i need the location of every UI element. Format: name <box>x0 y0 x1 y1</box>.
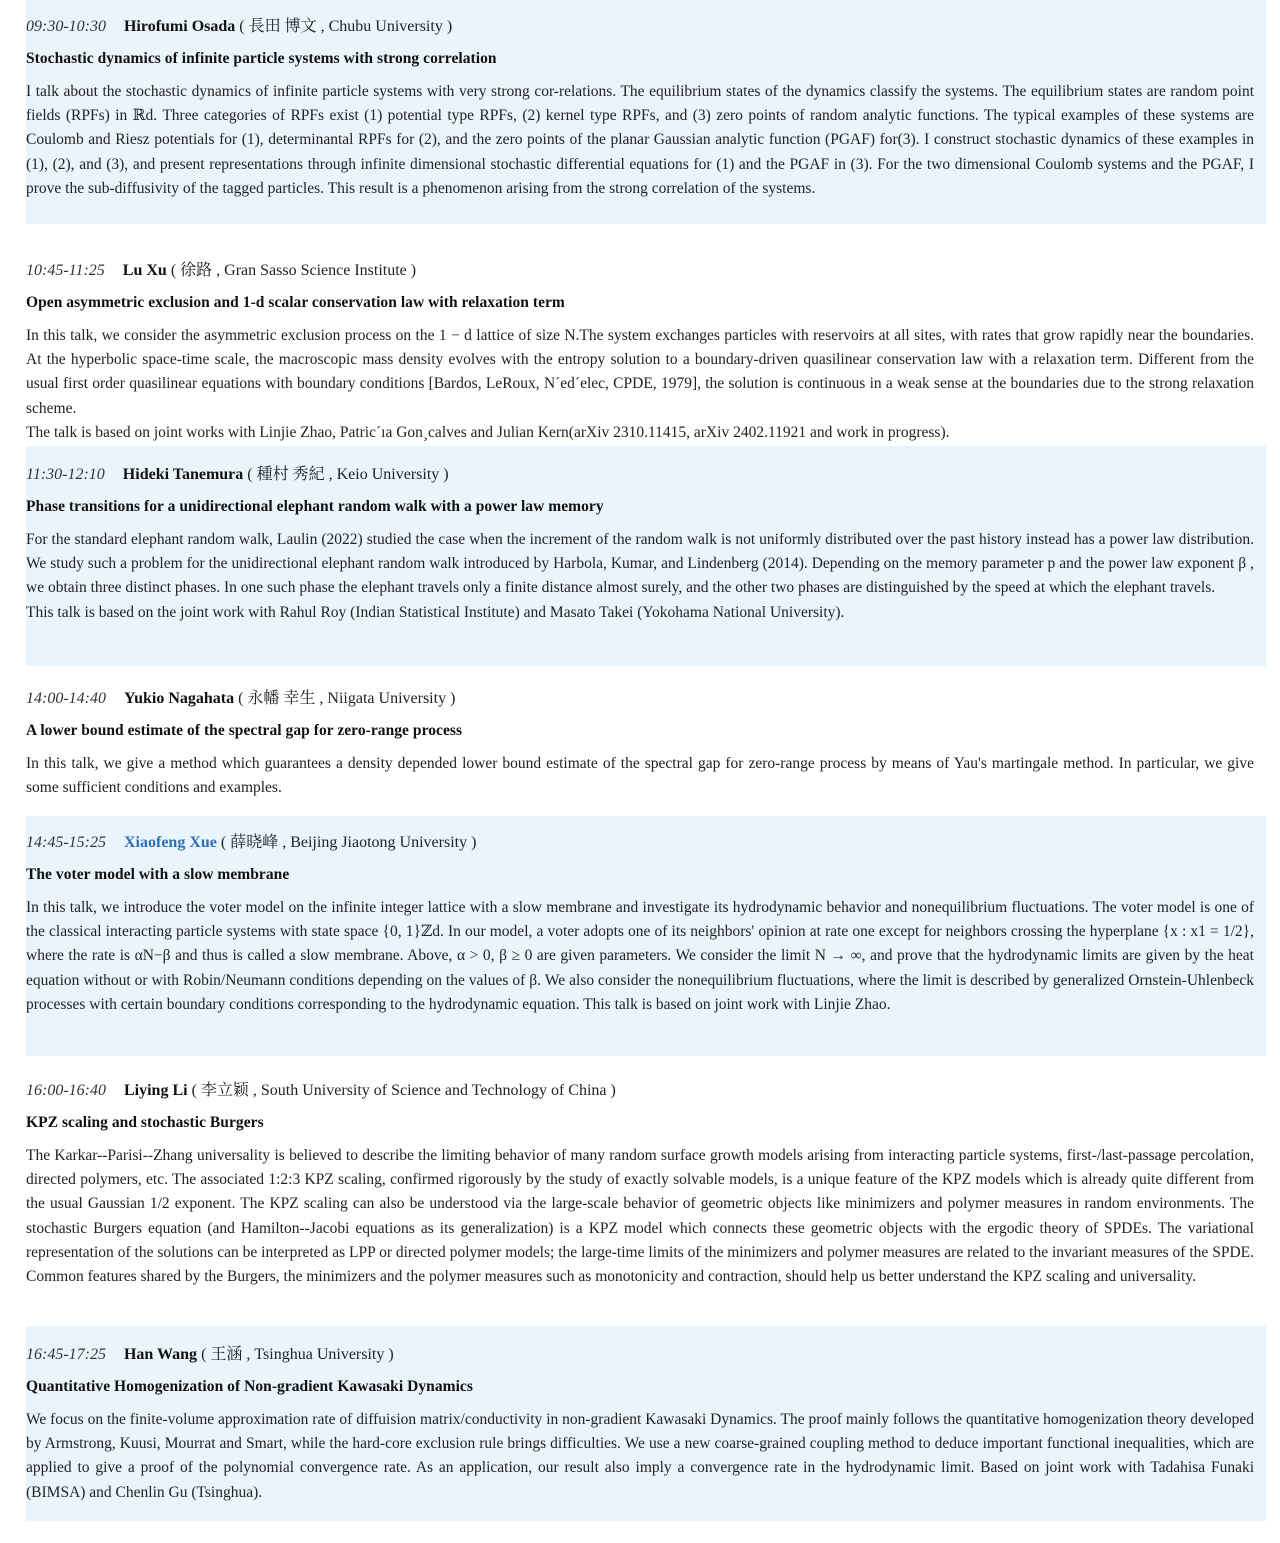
talk-header <box>26 16 1254 38</box>
talk-note: This talk is based on the joint work with Rahul Roy (Indian Statistical Institute) and Masato Takei (Yokohama National University). <box>26 603 845 621</box>
talk-time: 10:45-11:25 <box>26 262 105 279</box>
speaker-affiliation: ( 薛晓峰 , Beijing Jiaotong University ) <box>220 834 477 851</box>
talk-abstract: I talk about the stochastic dynamics of infinite particle systems with very strong cor-relations. The equilibrium states of the dynamics classify the systems. The equilibrium states are random point fields (RPFs) in ℝd. Three categories of RPFs exist (1) potential type RPFs, (2) kernel type RPFs, and (3) zero points of random analytic functions. The typical examples of these systems are Coulomb and Riesz potentials for (1), determinantal RPFs for (2), and the zero points of the planar Gaussian analytic function (PGAF) for(3). I construct stochastic dynamics of these examples in (1), (2), and (3), and present representations through infinite dimensional stochastic differential equations for (1) and the PGAF in (3). For the two dimensional Coulomb systems and the PGAF, I prove the sub-diffusivity of the tagged particles. This result is a phenomenon arising from the strong correlation of the systems. <box>26 83 1254 197</box>
talk-abstract: In this talk, we consider the asymmetric exclusion process on the 1 − d lattice of size N.The system exchanges particles with reservoirs at all sites, with rates that grow rapidly near the boundaries. At the hyperbolic space-time scale, the macroscopic mass density evolves with the entropy solution to a boundary-driven quasilinear conservation law with a relaxation term. Different from the usual first order quasilinear equations with boundary conditions [Bardos, LeRoux, N´ed´elec, CPDE, 1979], the solution is continuous in a weak sense at the boundaries due to the strong relaxation scheme. <box>26 327 1254 417</box>
talk-title: Stochastic dynamics of infinite particle systems with strong correlation <box>26 50 497 67</box>
talk-abstract: For the standard elephant random walk, Laulin (2022) studied the case when the increment of the random walk is not uniformly distributed over the past history instead has a power law distribution. We study such a problem for the unidirectional elephant random walk introduced by Harbola, Kumar, and Lindenberg (2014). Depending on the memory parameter p and the power law exponent β , we obtain three distinct phases. In one such phase the elephant travels only a finite distance almost surely, and the other two phases are distinguished by the speed at which the elephant travels. <box>26 531 1254 597</box>
speaker-name: Lu Xu <box>122 262 167 279</box>
speaker-name: Liying Li <box>123 1082 188 1099</box>
talk-time: 16:45-17:25 <box>26 1346 106 1363</box>
talk-title: Quantitative Homogenization of Non-gradient Kawasaki Dynamics <box>26 1378 473 1395</box>
talk-nagahata <box>26 666 1266 816</box>
talk-title: A lower bound estimate of the spectral gap for zero-range process <box>26 722 463 739</box>
talk-time: 14:00-14:40 <box>26 690 106 707</box>
talk-header <box>26 832 1254 854</box>
speaker-affiliation: ( 永幡 幸生 , Niigata University ) <box>238 690 456 707</box>
talk-time: 11:30-12:10 <box>26 466 105 483</box>
speaker-affiliation: ( 長田 博文 , Chubu University ) <box>239 18 453 35</box>
speaker-affiliation: ( 種村 秀紀 , Keio University ) <box>247 466 449 483</box>
speaker-name: Yukio Nagahata <box>123 690 235 707</box>
speaker-name-link[interactable]: Xiaofeng Xue <box>123 834 217 851</box>
talk-wang <box>26 1326 1266 1521</box>
talk-time: 16:00-16:40 <box>26 1082 106 1099</box>
talk-header <box>26 688 1254 710</box>
talk-title: The voter model with a slow membrane <box>26 866 290 883</box>
talk-header <box>26 1080 1254 1102</box>
talk-abstract: In this talk, we give a method which guarantees a density depended lower bound estimate of the spectral gap for zero-range process by means of Yau's martingale method. In particular, we give some sufficient conditions and examples. <box>26 755 1254 797</box>
talk-xu <box>26 224 1266 446</box>
speaker-affiliation: ( 徐路 , Gran Sasso Science Institute ) <box>170 262 417 279</box>
talk-header <box>26 260 1254 282</box>
talk-xue <box>26 816 1266 1056</box>
speaker-name: Hirofumi Osada <box>123 18 236 35</box>
speaker-name: Hideki Tanemura <box>122 466 244 483</box>
talk-time: 14:45-15:25 <box>26 834 106 851</box>
talk-time: 09:30-10:30 <box>26 18 106 35</box>
talk-title: Open asymmetric exclusion and 1-d scalar conservation law with relaxation term <box>26 294 565 311</box>
talk-title: KPZ scaling and stochastic Burgers <box>26 1114 264 1131</box>
talk-osada <box>26 0 1266 224</box>
speaker-affiliation: ( 李立颖 , South University of Science and Technology of China ) <box>191 1082 616 1099</box>
talk-title: Phase transitions for a unidirectional elephant random walk with a power law memory <box>26 498 604 515</box>
talk-abstract: We focus on the finite-volume approximation rate of diffuision matrix/conductivity in non-gradient Kawasaki Dynamics. The proof mainly follows the quantitative homogenization theory developed by Armstrong, Kuusi, Mourrat and Smart, while the hard-core exclusion rule brings difficulties. We use a new coarse-grained coupling method to deduce important functional inequalities, which are applied to give a proof of the polynomial convergence rate. As an application, our result also imply a convergence rate in the hydrodynamic limit. Based on joint work with Tadahisa Funaki (BIMSA) and Chenlin Gu (Tsinghua). <box>26 1411 1254 1501</box>
talk-abstract: In this talk, we introduce the voter model on the infinite integer lattice with a slow membrane and investigate its hydrodynamic behavior and nonequilibrium fluctuations. The voter model is one of the classical interacting particle systems with state space {0, 1}ℤd. In our model, a voter adopts one of its neighbors' opinion at rate one except for neighbors crossing the hyperplane {x : x1 = 1/2}, where the rate is αN−β and thus is called a slow membrane. Above, α > 0, β ≥ 0 are given parameters. We consider the limit N → ∞, and prove that the hydrodynamic limits are given by the heat equation without or with Robin/Neumann conditions depending on the values of β. We also consider the nonequilibrium fluctuations, where the limit is described by generalized Ornstein-Uhlenbeck processes with certain boundary conditions corresponding to the hydrodynamic equation. This talk is based on joint work with Linjie Zhao. <box>26 899 1254 1013</box>
speaker-affiliation: ( 王涵 , Tsinghua University ) <box>201 1346 394 1363</box>
talk-note: The talk is based on joint works with Linjie Zhao, Patric´ıa Gon¸calves and Julian Kern(arXiv 2310.11415, arXiv 2402.11921 and work in progress). <box>26 423 950 441</box>
talk-li <box>26 1056 1266 1326</box>
talk-header <box>26 464 1254 486</box>
talk-tanemura <box>26 446 1266 666</box>
talk-abstract: The Karkar--Parisi--Zhang universality is believed to describe the limiting behavior of many random surface growth models arising from interacting particle systems, first-/last-passage percolation, directed polymers, etc. The associated 1:2:3 KPZ scaling, confirmed rigorously by the study of exactly solvable models, is a unique feature of the KPZ models which is already quite different from the usual Gaussian 1/2 exponent. The KPZ scaling can also be understood via the large-scale behavior of geometric objects like minimizers and polymer measures in random environments. The stochastic Burgers equation (and Hamilton--Jacobi equations as its generalization) is a KPZ model which connects these geometric objects with the ergodic theory of SPDEs. The variational representation of the solutions can be interpreted as LPP or directed polymer models; the large-time limits of the minimizers and polymer measures are related to the invariant measures of the SPDE. Common features shared by the Burgers, the minimizers and the polymer measures such as monotonicity and contraction, should help us better understand the KPZ scaling and universality. <box>26 1147 1254 1286</box>
speaker-name: Han Wang <box>123 1346 198 1363</box>
talk-header <box>26 1344 1254 1366</box>
